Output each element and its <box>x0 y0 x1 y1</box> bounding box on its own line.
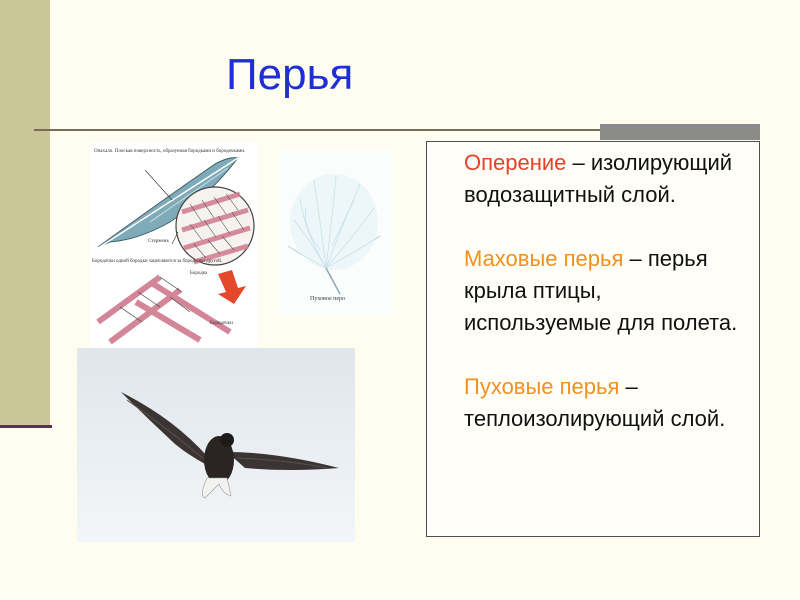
bird-in-flight-photo <box>77 348 355 542</box>
barbule-label: Бородочки <box>210 321 233 326</box>
barb-label: Бородка <box>190 271 208 276</box>
definition-flight-feathers <box>464 243 754 339</box>
definition-text: перья крыла птицы, используемые для полета. <box>464 246 738 335</box>
term-dash: – <box>619 374 638 399</box>
side-accent-rule <box>0 425 52 428</box>
down-feather-image <box>280 150 392 316</box>
term-down-feathers: Пуховые перья <box>464 374 620 399</box>
definition-text: изолирующий водозащитный слой. <box>464 150 733 207</box>
vane-label: Опахало. Плоская поверхность, образуемая бородками и бородочками. <box>94 149 246 154</box>
definition-plumage <box>464 147 754 211</box>
definitions-panel <box>426 141 760 537</box>
feather-structure-diagram <box>90 142 258 347</box>
term-flight-feathers: Маховые перья <box>464 246 624 271</box>
term-dash: – <box>566 150 591 175</box>
side-accent-bar <box>0 0 50 425</box>
barbs-note-label: Бородочки одной бородки зацепляются за бородочки другой. <box>92 259 223 264</box>
down-feather-caption: Пуховое перо <box>310 296 346 302</box>
shaft-label: Стержень <box>148 239 169 244</box>
definition-down-feathers <box>464 371 754 435</box>
term-dash: – <box>623 246 648 271</box>
definition-text: теплоизолирующий слой. <box>464 406 726 431</box>
term-plumage: Оперение <box>464 150 567 175</box>
title-accent-box <box>600 124 760 140</box>
slide-title: Перья <box>226 50 354 99</box>
